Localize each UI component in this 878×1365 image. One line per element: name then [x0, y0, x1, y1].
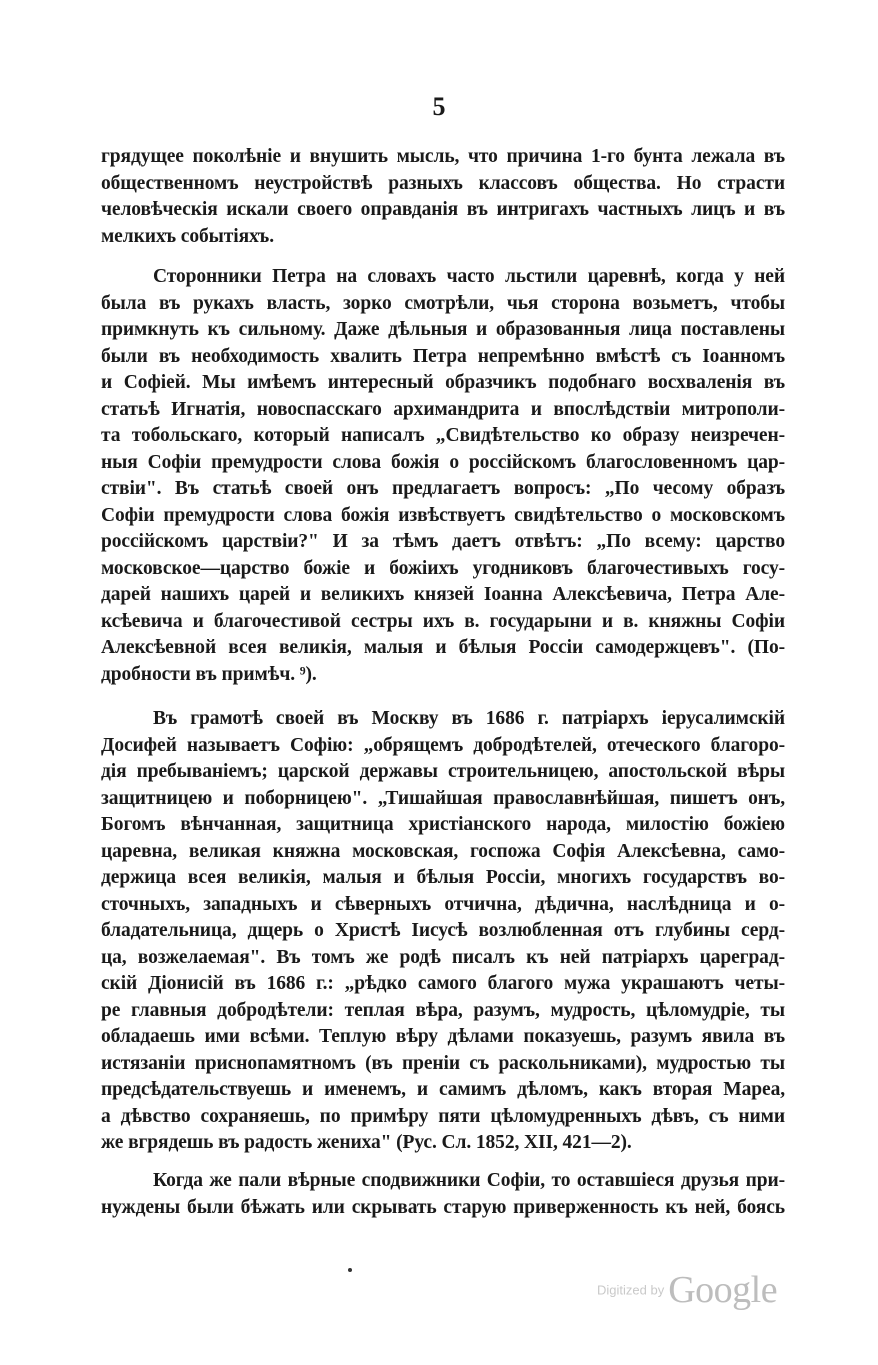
text-line: были въ необходимость хвалить Петра непремѣнно вмѣстѣ съ Іоанномъ: [101, 345, 785, 367]
text-line: россійскомъ царствіи?" И за тѣмъ даетъ отвѣтъ: „По всему: царство: [101, 531, 785, 552]
text-line: статьѣ Игнатія, новоспасскаго архимандрита и впослѣдствіи митрополи-: [101, 398, 785, 420]
text-line: была въ рукахъ власть, зорко смотрѣли, чья сторона возьметъ, чтобы: [101, 292, 785, 314]
text-line: грядущее поколѣніе и внушить мысль, что причина 1-го бунта лежала въ: [101, 146, 785, 167]
text-line: мелкихъ событіяхъ.: [101, 225, 274, 247]
text-line: истязаніи приснопамятномъ (въ преніи съ раскольниками), мудростью ты: [101, 1052, 785, 1074]
text-line: а дѣвство сохраняешь, по примѣру пяти цѣломудренныхъ дѣвъ, съ ними: [101, 1105, 785, 1127]
paragraph-2: [101, 264, 785, 688]
text-line: скій Діонисій въ 1686 г.: „рѣдко самого благого мужа украшаютъ четы-: [101, 973, 785, 994]
text-line: ксѣевича и благочестивой сестры ихъ в. государыни и в. княжны Софіи: [101, 610, 785, 632]
text-line: царевна, великая княжна московская, госпожа Софія Алексѣевна, само-: [101, 840, 785, 862]
page-number: 5: [432, 92, 446, 121]
text-line: бладательница, дщерь о Христѣ Іисусѣ возлюбленная отъ глубины серд-: [101, 920, 785, 941]
text-line: защитницею и поборницею". „Тишайшая православнѣйшая, пишетъ онъ,: [101, 787, 785, 809]
text-line: же вгрядешь въ радость жениха" (Рус. Сл. 1852, XII, 421—2).: [101, 1132, 632, 1153]
watermark-prefix: Digitized by: [597, 1282, 665, 1298]
digitized-watermark: [597, 1268, 777, 1312]
text-line: человѣческія искали своего оправданія въ интригахъ частныхъ лицъ и въ: [101, 199, 785, 220]
paragraph-1: [101, 144, 785, 250]
text-line: ствіи". Въ статьѣ своей онъ предлагаетъ вопросъ: „По чесому образъ: [101, 478, 785, 499]
text-line: Алексѣевной всея великія, малыя и бѣлыя Россіи самодержцевъ". (По-: [101, 637, 785, 658]
paragraph-3: [101, 706, 785, 1157]
ink-speck: [348, 1268, 352, 1272]
text-line: та тобольскаго, который написалъ „Свидѣтельство ко образу неизречен-: [101, 425, 785, 446]
text-line: дарей нашихъ царей и великихъ князей Іоанна Алексѣевича, Петра Але-: [101, 584, 785, 605]
google-logo: Google: [668, 1269, 778, 1311]
text-line: держица всея великія, малыя и бѣлыя Россіи, многихъ государствъ во-: [101, 867, 785, 888]
text-line: предсѣдательствуешь и именемъ, и самимъ дѣломъ, какъ вторая Мареа,: [101, 1079, 785, 1100]
text-line: Софіи премудрости слова божія извѣствуетъ свидѣтельство о московскомъ: [101, 504, 785, 526]
text-line: московское—царство божіе и божіихъ угодниковъ благочестивыхъ госу-: [101, 557, 785, 579]
text-line: дія пребываніемъ; царской державы строительницею, апостольской вѣры: [101, 761, 785, 782]
text-line: Досифей называетъ Софію: „обрящемъ добродѣтелей, отеческого благоро-: [101, 734, 785, 756]
text-line: Сторонники Петра на словахъ часто льстили царевнѣ, когда у ней: [153, 266, 785, 287]
text-line: примкнуть къ сильному. Даже дѣльныя и образованныя лица поставлены: [101, 319, 785, 340]
text-line: ныя Софіи премудрости слова божія о россійскомъ благословенномъ цар-: [101, 451, 785, 473]
text-line: сточныхъ, западныхъ и сѣверныхъ отчична, дѣдична, наслѣдница и о-: [101, 893, 785, 915]
text-line: Въ грамотѣ своей въ Москву въ 1686 г. патріархъ іерусалимскій: [153, 708, 785, 729]
text-line: ре главныя добродѣтели: теплая вѣра, разумъ, мудрость, цѣломудріе, ты: [101, 999, 785, 1021]
text-line: ца, возжелаемая". Въ томъ же родѣ писалъ къ ней патріархъ цареград-: [101, 946, 785, 968]
text-line: обладаешь ими всѣми. Теплую вѣру дѣлами показуешь, разумъ явила въ: [101, 1026, 785, 1047]
text-line: и Софіей. Мы имѣемъ интересный образчикъ подобнаго восхваленія въ: [101, 372, 785, 393]
text-line: нуждены были бѣжать или скрывать старую приверженность къ ней, боясь: [101, 1196, 785, 1218]
text-line: Когда же пали вѣрные сподвижники Софіи, то оставшіеся друзья при-: [153, 1170, 785, 1191]
text-line: общественномъ неустройствѣ разныхъ классовъ общества. Но страсти: [101, 172, 785, 194]
text-line: Богомъ вѣнчанная, защитница христіанского народа, милостію божіею: [101, 814, 785, 835]
paragraph-4: [101, 1168, 785, 1221]
text-line: дробности въ примѣч. ⁹).: [101, 663, 317, 685]
